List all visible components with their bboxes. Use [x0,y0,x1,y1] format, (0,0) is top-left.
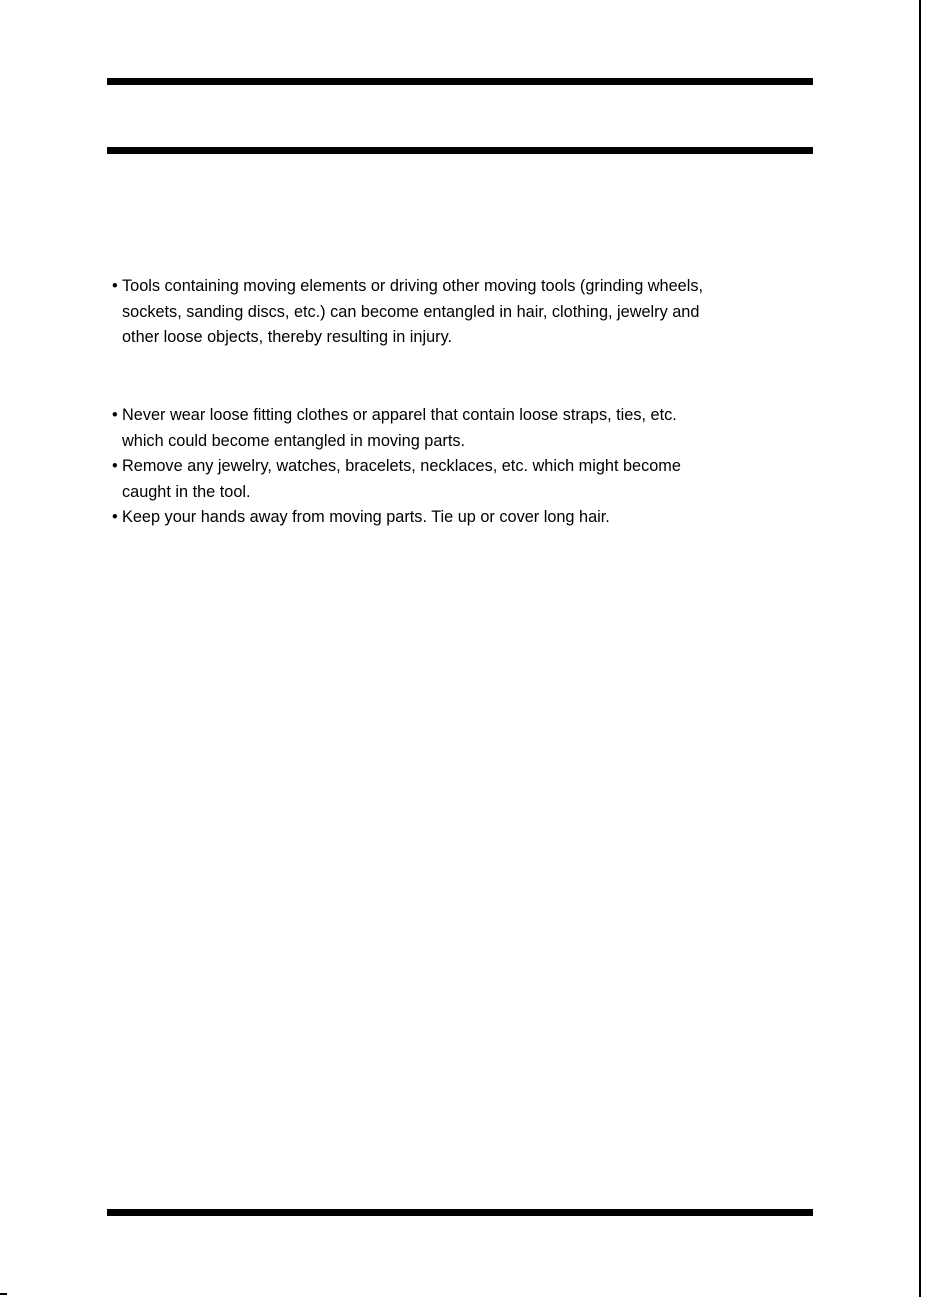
bullet-icon: • [112,277,118,295]
precautions-section [112,403,812,531]
precaution-item-jewelry [112,454,812,505]
precaution-line: caught in the tool. [122,482,251,501]
bullet-icon: • [112,457,118,475]
precaution-item-hands [112,505,812,531]
scan-corner-mark [0,1293,7,1295]
precaution-item-clothing [112,403,812,454]
footer-rule [107,1209,813,1216]
precaution-line: Remove any jewelry, watches, bracelets, necklaces, etc. which might become [122,457,681,475]
hazard-line-2: sockets, sanding discs, etc.) can become entangled in hair, clothing, jewelry and [122,302,700,321]
hazard-section [112,274,812,351]
precaution-line: which could become entangled in moving parts. [122,431,466,450]
header-rule-top [107,78,813,85]
hazard-item [112,274,812,351]
header-rule-bottom [107,147,813,154]
page-edge-line [919,0,921,1297]
precaution-line: Never wear loose fitting clothes or apparel that contain loose straps, ties, etc. [122,406,677,424]
bullet-icon: • [112,406,118,424]
hazard-line-1: Tools containing moving elements or driving other moving tools (grinding wheels, [122,277,703,295]
precaution-line: Keep your hands away from moving parts. Tie up or cover long hair. [122,508,610,526]
bullet-icon: • [112,508,118,526]
hazard-line-3: other loose objects, thereby resulting in injury. [122,328,453,346]
